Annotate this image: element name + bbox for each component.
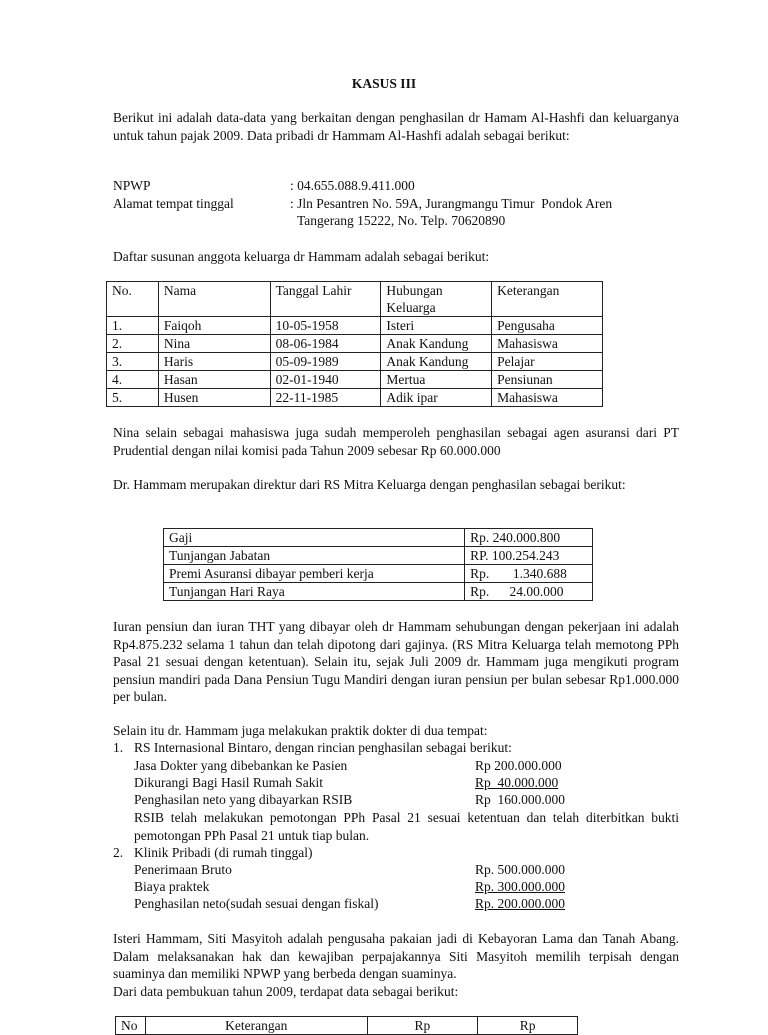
practice-2-line-label: Biaya praktek: [134, 879, 210, 894]
header-hubungan-keluarga: Hubungan Keluarga: [381, 282, 492, 317]
cell-keterangan: Pengusaha: [492, 317, 603, 335]
cell-hubungan: Adik ipar: [381, 389, 492, 407]
cell-nama: Nina: [158, 335, 270, 353]
practice-1-title: RS Internasional Bintaro, dengan rincian penghasilan sebagai berikut:: [134, 740, 512, 755]
practice-2-number: 2.: [113, 845, 124, 860]
cell-tanggal: 05-09-1989: [270, 353, 381, 371]
header-nama: Nama: [158, 282, 270, 317]
header-keterangan: Keterangan: [145, 1017, 367, 1035]
bookkeeping-table-header: [116, 1017, 578, 1035]
practice-1-line-value: Rp 40.000.000: [475, 775, 559, 790]
practice-1-line-label: Penghasilan neto yang dibayarkan RSIB: [134, 792, 353, 807]
practice-2-line-label: Penghasilan neto(sudah sesuai dengan fiskal): [134, 896, 379, 911]
practice-1-note: RSIB telah melakukan pemotongan PPh Pasal 21 sesuai ketentuan dan telah diterbitkan bukti pemotongan PPh Pasal 21 untuk tiap bulan.: [134, 810, 679, 843]
income-value: Rp. 240.000.800: [465, 529, 593, 547]
practice-1-line-label: Jasa Dokter yang dibebankan ke Pasien: [134, 758, 348, 773]
income-label: Premi Asuransi dibayar pemberi kerja: [164, 565, 465, 583]
header-no: No.: [107, 282, 159, 317]
cell-no: 3.: [107, 353, 159, 371]
cell-tanggal: 08-06-1984: [270, 335, 381, 353]
table-row: [164, 547, 593, 565]
cell-hubungan: Anak Kandung: [381, 335, 492, 353]
nina-paragraph: Nina selain sebagai mahasiswa juga sudah memperoleh penghasilan sebagai agen asuransi dari PT Prudential dengan nilai komisi pada Tahun 2009 sebesar Rp 60.000.000: [113, 425, 679, 458]
income-value: Rp. 24.00.000: [465, 583, 593, 601]
cell-tanggal: 02-01-1940: [270, 371, 381, 389]
income-value: RP. 100.254.243: [465, 547, 593, 565]
npwp-value: : 04.655.088.9.411.000: [290, 178, 415, 193]
cell-keterangan: Mahasiswa: [492, 389, 603, 407]
document-title: KASUS III: [351, 76, 417, 91]
cell-no: 2.: [107, 335, 159, 353]
practice-2-title: Klinik Pribadi (di rumah tinggal): [134, 845, 313, 860]
practice-intro: Selain itu dr. Hammam juga melakukan praktik dokter di dua tempat:: [113, 723, 488, 738]
practice-1-line-value: Rp 200.000.000: [475, 758, 562, 773]
table-row: [107, 371, 603, 389]
family-table: [106, 281, 603, 407]
wife-paragraph: Isteri Hammam, Siti Masyitoh adalah pengusaha pakaian jadi di Kebayoran Lama dan Tanah Abang. Dalam melaksanakan hak dan kewajiban perpajakannya Siti Masyitoh memilih terpisah dengan suaminya dan memiliki NPWP yang berbeda dengan suaminya.: [113, 931, 679, 982]
practice-2-line-label: Penerimaan Bruto: [134, 862, 232, 877]
bookkeeping-intro: Dari data pembukuan tahun 2009, terdapat data sebagai berikut:: [113, 984, 459, 999]
cell-nama: Faiqoh: [158, 317, 270, 335]
cell-no: 1.: [107, 317, 159, 335]
table-row: [164, 529, 593, 547]
practice-2-line-value: Rp. 300.000.000: [475, 879, 566, 894]
practice-2-line-value: Rp. 200.000.000: [475, 896, 566, 911]
header-tanggal-lahir: Tanggal Lahir: [270, 282, 381, 317]
family-intro: Daftar susunan anggota keluarga dr Hammam adalah sebagai berikut:: [113, 249, 490, 264]
cell-hubungan: Mertua: [381, 371, 492, 389]
cell-keterangan: Pelajar: [492, 353, 603, 371]
cell-nama: Haris: [158, 353, 270, 371]
practice-1-line-label: Dikurangi Bagi Hasil Rumah Sakit: [134, 775, 323, 790]
address-line-1: : Jln Pesantren No. 59A, Jurangmangu Timur Pondok Aren: [290, 196, 613, 211]
table-row: [164, 583, 593, 601]
cell-no: 4.: [107, 371, 159, 389]
practice-1-number: 1.: [113, 740, 124, 755]
family-table-header: [107, 282, 603, 317]
practice-2-line-value: Rp. 500.000.000: [475, 862, 566, 877]
income-label: Tunjangan Jabatan: [164, 547, 465, 565]
cell-keterangan: Mahasiswa: [492, 335, 603, 353]
income-table: [163, 528, 593, 601]
table-row: [164, 565, 593, 583]
cell-tanggal: 10-05-1958: [270, 317, 381, 335]
header-keterangan: Keterangan: [492, 282, 603, 317]
table-row: [107, 353, 603, 371]
table-row: [107, 317, 603, 335]
income-label: Gaji: [164, 529, 465, 547]
income-label: Tunjangan Hari Raya: [164, 583, 465, 601]
cell-nama: Hasan: [158, 371, 270, 389]
cell-no: 5.: [107, 389, 159, 407]
address-line-2: Tangerang 15222, No. Telp. 70620890: [297, 213, 506, 228]
cell-hubungan: Isteri: [381, 317, 492, 335]
cell-hubungan: Anak Kandung: [381, 353, 492, 371]
intro-paragraph: Berikut ini adalah data-data yang berkaitan dengan penghasilan dr Hamam Al-Hashfi dan keluarganya untuk tahun pajak 2009. Data pribadi dr Hammam Al-Hashfi adalah sebagai berikut:: [113, 110, 679, 143]
table-row: [107, 389, 603, 407]
pension-paragraph: Iuran pensiun dan iuran THT yang dibayar oleh dr Hammam sehubungan dengan pekerjaan ini adalah Rp4.875.232 selama 1 tahun dan telah dipotong dari gajinya. (RS Mitra Keluarga telah memotong PPh Pasal 21 sesuai dengan ketentuan). Selain itu, sejak Juli 2009 dr. Hammam juga mengikuti program pensiun mandiri pada Dana Pensiun Tugu Mandiri dengan iuran pensiun per bulan sebesar Rp1.000.000 per bulan.: [113, 619, 679, 705]
address-label: Alamat tempat tinggal: [113, 196, 234, 211]
npwp-label: NPWP: [113, 178, 151, 193]
director-paragraph: Dr. Hammam merupakan direktur dari RS Mitra Keluarga dengan penghasilan sebagai berikut:: [113, 477, 626, 492]
income-value: Rp. 1.340.688: [465, 565, 593, 583]
header-rp: Rp: [367, 1017, 478, 1035]
bookkeeping-table: [115, 1016, 578, 1035]
header-no: No: [116, 1017, 146, 1035]
cell-nama: Husen: [158, 389, 270, 407]
header-rp: Rp: [478, 1017, 578, 1035]
cell-keterangan: Pensiunan: [492, 371, 603, 389]
cell-tanggal: 22-11-1985: [270, 389, 381, 407]
table-row: [107, 335, 603, 353]
practice-1-line-value: Rp 160.000.000: [475, 792, 566, 807]
